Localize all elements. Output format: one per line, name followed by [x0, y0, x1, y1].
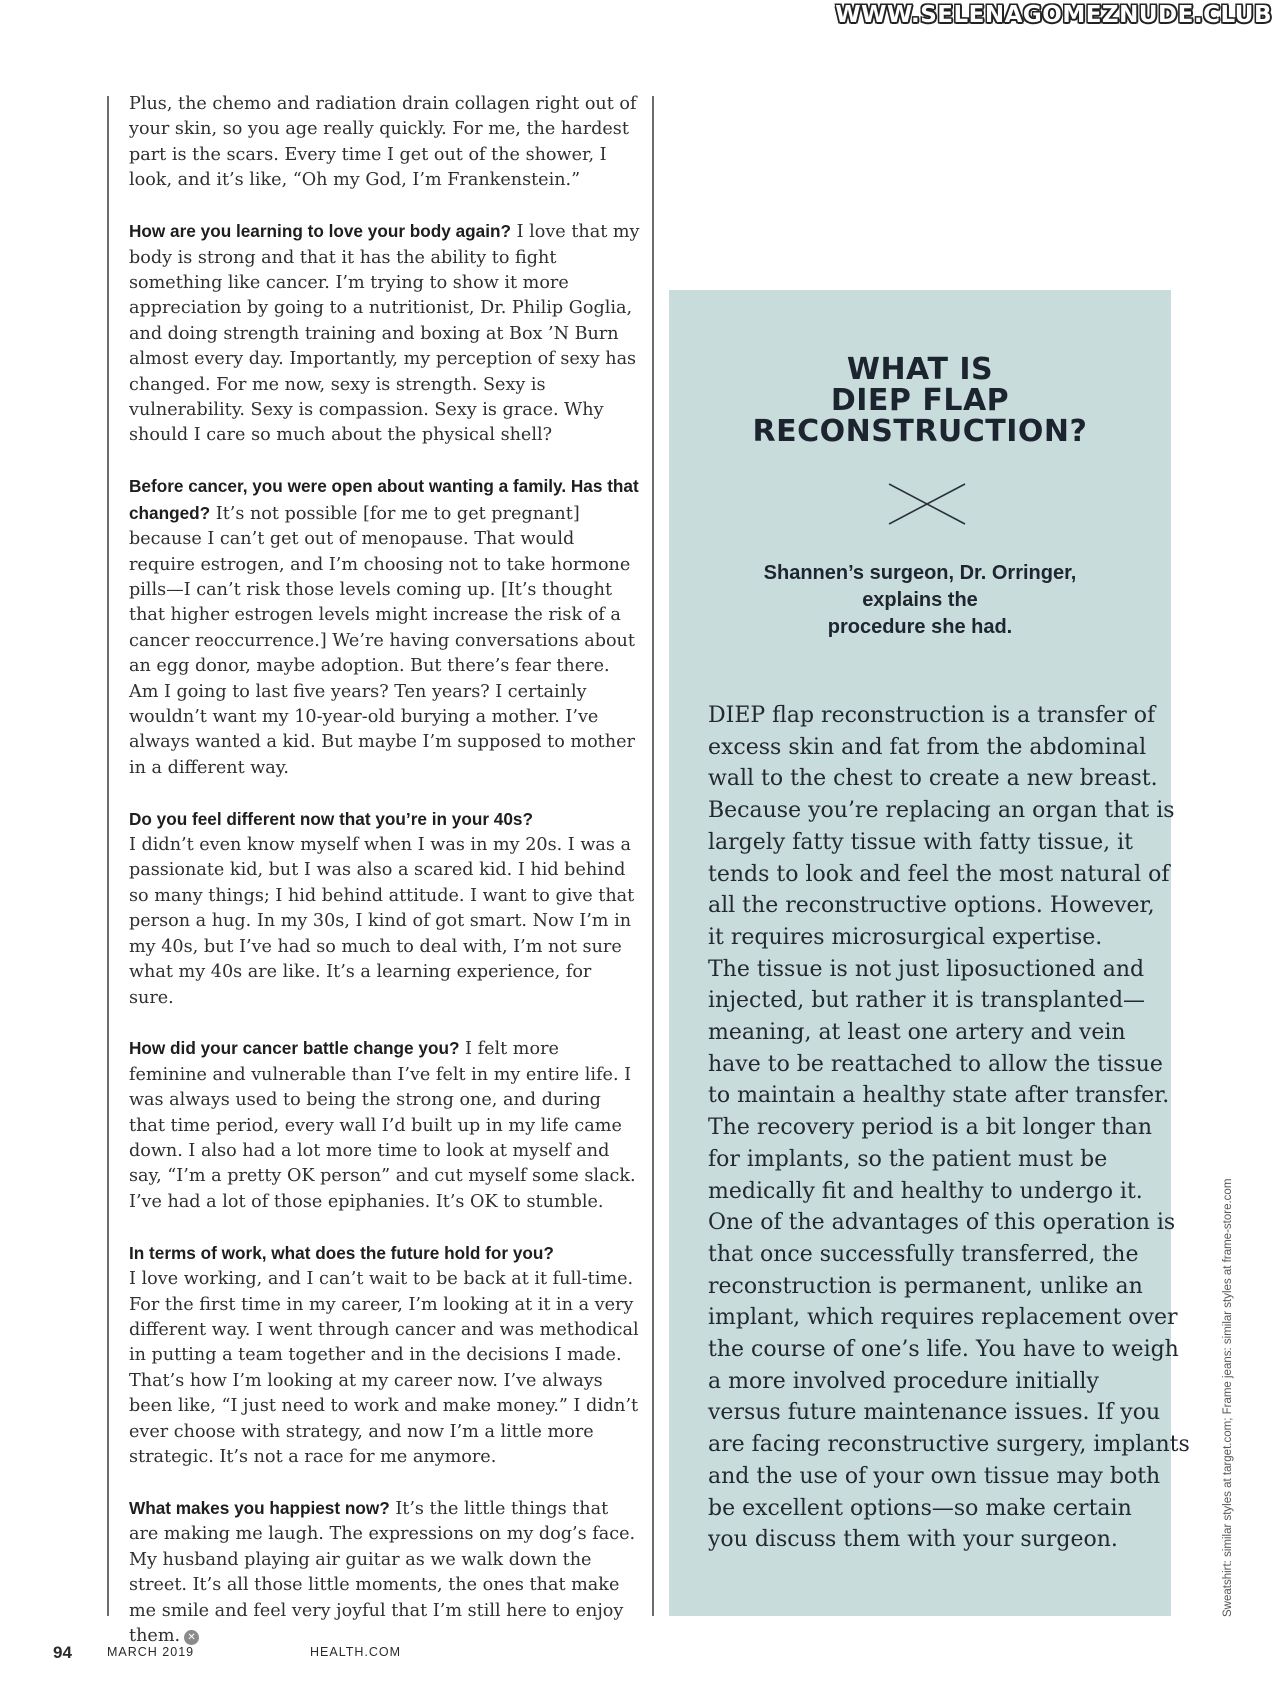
sidebar-body [708, 700, 1190, 1556]
sidebar-body-line: wall to the chest to create a new breast. [708, 766, 1158, 792]
sidebar-body-line: largely fatty tissue with fatty tissue, it [708, 829, 1133, 855]
sidebar-body-line: that once successfully transferred, the [708, 1241, 1139, 1267]
sidebar-body-line: it requires microsurgical expertise. [708, 924, 1103, 950]
issue-date: MARCH 2019 [107, 1645, 195, 1659]
sidebar-body-line: versus future maintenance issues. If you [708, 1400, 1161, 1426]
watermark: WWW.SELENAGOMEZNUDE.CLUB [835, 2, 1272, 28]
answer: I didn’t even know myself when I was in my 20s. I was a passionate kid, but I was also a scared kid. I hid behind so many things; I hid behind attitude. I want to give that person a hug. In my 30s, I kind of got smart. Now I’m in my 40s, but I’ve had so much to deal with, I’m not sure what my 40s are like. It’s a learning experience, for sure. [129, 835, 635, 1008]
sidebar-body-line: all the reconstructive options. However, [708, 893, 1155, 919]
page-number: 94 [53, 1643, 72, 1662]
sidebar-body-line: excess skin and fat from the abdominal [708, 734, 1147, 760]
sidebar-body-line: you discuss them with your surgeon. [708, 1527, 1118, 1553]
end-mark-icon: ✕ [184, 1630, 199, 1645]
question: Before cancer, you were open about wanting a family. Has that changed? [129, 476, 639, 523]
qa-item [129, 1241, 641, 1471]
sidebar-deck-line: Shannen’s surgeon, Dr. Orringer, [763, 562, 1077, 584]
question: What makes you happiest now? [129, 1497, 390, 1518]
qa-item [129, 807, 641, 1011]
sidebar-deck [709, 560, 1131, 641]
sidebar-body-line: reconstruction is permanent, unlike an [708, 1273, 1143, 1299]
sidebar-title-line: WHAT IS [846, 352, 994, 387]
sidebar-body-line: and the use of your own tissue may both [708, 1463, 1161, 1489]
sidebar-body-line: The tissue is not just liposuctioned and [708, 956, 1145, 982]
sidebar-body-line: tends to look and feel the most natural of [708, 861, 1170, 887]
magazine-site: HEALTH.COM [310, 1645, 402, 1659]
sidebar-body-line: for implants, so the patient must be [708, 1146, 1108, 1172]
sidebar-body-line: meaning, at least one artery and vein [708, 1020, 1126, 1046]
answer: I love working, and I can’t wait to be back at it full-time. For the first time in my career, I’m looking at it in a very different way. I went through cancer and was methodical in putting a team together and in the decisions I made. That’s how I’m looking at my career now. I’ve always been like, “I just need to work and make money.” I didn’t ever choose with strategy, and now I’m a little more strategic. It’s not a race for me anymore. [129, 1269, 639, 1467]
question: How did your cancer battle change you? [129, 1038, 460, 1059]
sidebar-body-line: One of the advantages of this operation is [708, 1210, 1176, 1236]
sidebar-body-line: have to be reattached to allow the tissue [708, 1051, 1163, 1077]
sidebar-body-line: a more involved procedure initially [708, 1368, 1099, 1394]
sidebar-title-line: DIEP FLAP [830, 383, 1010, 418]
sidebar-body-line: DIEP flap reconstruction is a transfer of [708, 703, 1156, 728]
sidebar-body-line: implant, which requires replacement over [708, 1305, 1178, 1331]
photo-credit: Sweatshirt: similar styles at target.com; Frame jeans: similar styles at frame-store.com [1222, 1178, 1234, 1617]
answer: It’s not possible [for me to get pregnant] because I can’t get out of menopause. That would require estrogen, and I’m choosing not to take hormone pills—I can’t risk those levels coming up. [It’s thought that higher estrogen levels might increase the risk of a cancer reoccurrence.] We’re having conversations about an egg donor, maybe adoption. But there’s fear there. Am I going to last five years? Ten years? I certainly wouldn’t want my 10-year-old burying a mother. I’ve always wanted a kid. But maybe I’m supposed to mother in a different way. [129, 503, 635, 778]
sidebar-deck-line: procedure she had. [827, 616, 1013, 638]
sidebar-title-line: RECONSTRUCTION? [752, 414, 1088, 449]
qa-item [129, 219, 641, 449]
sidebar-body-line: medically fit and healthy to undergo it. [708, 1178, 1143, 1204]
qa-item [129, 474, 641, 781]
sidebar-box [669, 290, 1190, 1616]
question: In terms of work, what does the future hold for you? [129, 1242, 554, 1263]
answer: I love that my body is strong and that it has the ability to fight something like cancer. I’m trying to show it more appreciation by going to a nutritionist, Dr. Philip Goglia, and doing strength training and boxing at Box ’N Burn almost every day. Importantly, my perception of sexy has changed. For me now, sexy is strength. Sexy is vulnerability. Sexy is compassion. Sexy is grace. Why should I care so much about the physical shell? [129, 222, 640, 446]
sidebar-body-line: The recovery period is a bit longer than [708, 1115, 1153, 1141]
qa-item [129, 1036, 641, 1215]
article-intro: Plus, the chemo and radiation drain collagen right out of your skin, so you age really quickly. For me, the hardest part is the scars. Every time I get out of the shower, I look, and it’s like, “Oh my God, I’m Frankenstein.” [129, 94, 637, 191]
sidebar-body-line: the course of one’s life. You have to weigh [708, 1337, 1179, 1363]
sidebar-body-line: be excellent options—so make certain [708, 1495, 1132, 1521]
x-divider-icon [887, 482, 967, 526]
sidebar-body-line: injected, but rather it is transplanted— [708, 988, 1146, 1014]
sidebar-body-line: Because you’re replacing an organ that is [708, 798, 1175, 824]
article-column [129, 92, 641, 1675]
question: Do you feel different now that you’re in your 40s? [129, 808, 533, 829]
sidebar-body-line: are facing reconstructive surgery, implants [708, 1432, 1190, 1458]
qa-item [129, 1496, 641, 1649]
sidebar-title [669, 354, 1171, 447]
question: How are you learning to love your body again? [129, 221, 512, 242]
sidebar-deck-line: explains the [862, 589, 978, 611]
answer: I felt more feminine and vulnerable than I’ve felt in my entire life. I was always used to being the strong one, and during that time period, every wall I’d built up in my life came down. I also had a lot more time to look at myself and say, “I’m a pretty OK person” and cut myself some slack. I’ve had a lot of those epiphanies. It’s OK to stumble. [129, 1039, 636, 1212]
column-rule-middle [652, 96, 654, 1616]
answer: It’s the little things that are making me laugh. The expressions on my dog’s face. My husband playing air guitar as we walk down the street. It’s all those little moments, the ones that make me smile and feel very joyful that I’m still here to enjoy them. [129, 1498, 636, 1646]
column-rule-left [107, 96, 109, 1616]
sidebar-body-line: to maintain a healthy state after transfer. [708, 1083, 1170, 1109]
